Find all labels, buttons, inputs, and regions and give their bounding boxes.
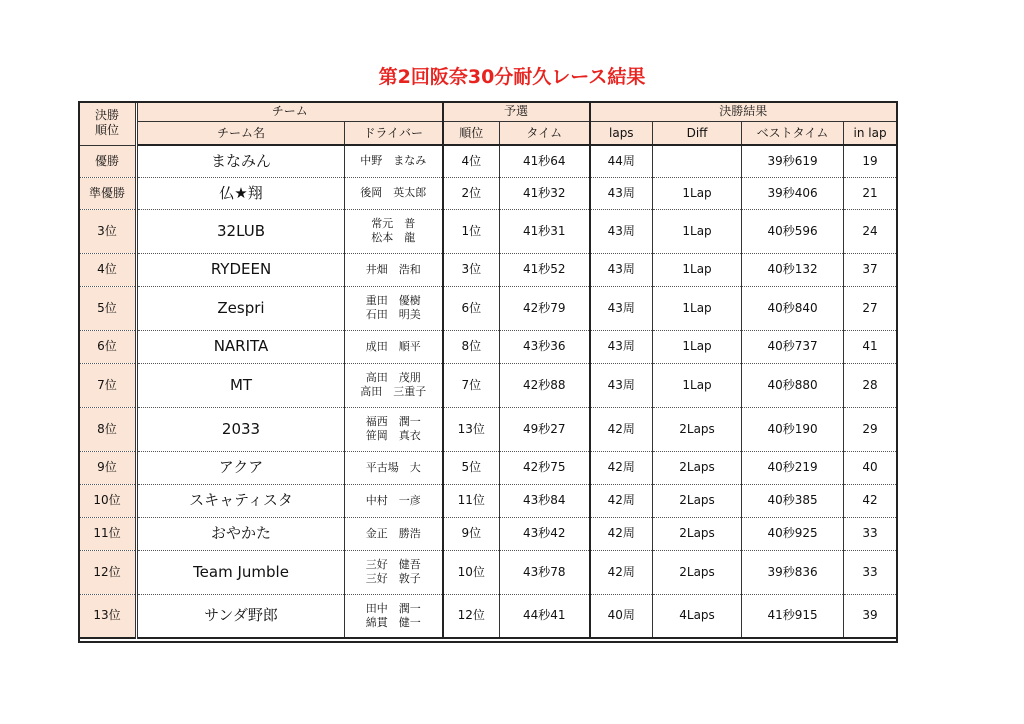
table-row bbox=[79, 209, 897, 253]
driver-cell: 成田 順平 bbox=[345, 330, 443, 363]
qual-rank-cell: 4位 bbox=[443, 145, 500, 177]
qual-time-cell: 41秒32 bbox=[500, 177, 590, 209]
rank-cell: 5位 bbox=[79, 286, 137, 330]
laps-cell: 43周 bbox=[590, 177, 653, 209]
table-row bbox=[79, 253, 897, 286]
laps-cell: 42周 bbox=[590, 407, 653, 451]
team-name-cell: 仏★翔 bbox=[137, 177, 345, 209]
header-rank: 決勝順位 bbox=[79, 101, 137, 145]
driver-cell: 中村 一彦 bbox=[345, 484, 443, 517]
laps-cell: 42周 bbox=[590, 550, 653, 594]
best-time-cell: 40秒840 bbox=[742, 286, 844, 330]
qual-time-cell: 42秒75 bbox=[500, 451, 590, 484]
header-in-lap: in lap bbox=[844, 122, 897, 146]
in-lap-cell: 19 bbox=[844, 145, 897, 177]
header-qual-time: タイム bbox=[500, 122, 590, 146]
table-row bbox=[79, 451, 897, 484]
in-lap-cell: 28 bbox=[844, 363, 897, 407]
team-name-cell: スキャティスタ bbox=[137, 484, 345, 517]
qual-rank-cell: 7位 bbox=[443, 363, 500, 407]
diff-cell: 1Lap bbox=[653, 253, 742, 286]
in-lap-cell: 29 bbox=[844, 407, 897, 451]
diff-cell: 1Lap bbox=[653, 177, 742, 209]
in-lap-cell: 41 bbox=[844, 330, 897, 363]
in-lap-cell: 21 bbox=[844, 177, 897, 209]
qual-rank-cell: 12位 bbox=[443, 594, 500, 638]
header-team-group: チーム bbox=[137, 101, 443, 122]
laps-cell: 43周 bbox=[590, 253, 653, 286]
laps-cell: 42周 bbox=[590, 517, 653, 550]
team-name-cell: まなみん bbox=[137, 145, 345, 177]
header-final-group: 決勝結果 bbox=[590, 101, 897, 122]
rank-cell: 準優勝 bbox=[79, 177, 137, 209]
best-time-cell: 39秒619 bbox=[742, 145, 844, 177]
driver-cell: 井畑 浩和 bbox=[345, 253, 443, 286]
in-lap-cell: 40 bbox=[844, 451, 897, 484]
diff-cell: 2Laps bbox=[653, 484, 742, 517]
qual-time-cell: 49秒27 bbox=[500, 407, 590, 451]
team-name-cell: Zespri bbox=[137, 286, 345, 330]
team-name-cell: RYDEEN bbox=[137, 253, 345, 286]
table-row bbox=[79, 363, 897, 407]
laps-cell: 43周 bbox=[590, 363, 653, 407]
best-time-cell: 40秒385 bbox=[742, 484, 844, 517]
qual-rank-cell: 6位 bbox=[443, 286, 500, 330]
best-time-cell: 40秒132 bbox=[742, 253, 844, 286]
table-row bbox=[79, 330, 897, 363]
in-lap-cell: 27 bbox=[844, 286, 897, 330]
table-row bbox=[79, 594, 897, 638]
diff-cell: 1Lap bbox=[653, 209, 742, 253]
driver-cell: 三好 健吾 三好 敦子 bbox=[345, 550, 443, 594]
qual-time-cell: 43秒84 bbox=[500, 484, 590, 517]
qual-time-cell: 42秒88 bbox=[500, 363, 590, 407]
laps-cell: 42周 bbox=[590, 451, 653, 484]
table-row bbox=[79, 177, 897, 209]
driver-cell: 後岡 英太郎 bbox=[345, 177, 443, 209]
header-qual-rank: 順位 bbox=[443, 122, 500, 146]
team-name-cell: NARITA bbox=[137, 330, 345, 363]
rank-cell: 6位 bbox=[79, 330, 137, 363]
diff-cell: 2Laps bbox=[653, 550, 742, 594]
header-best-time: ベストタイム bbox=[742, 122, 844, 146]
laps-cell: 42周 bbox=[590, 484, 653, 517]
team-name-cell: 2033 bbox=[137, 407, 345, 451]
qual-rank-cell: 10位 bbox=[443, 550, 500, 594]
best-time-cell: 39秒406 bbox=[742, 177, 844, 209]
best-time-cell: 40秒596 bbox=[742, 209, 844, 253]
header-driver: ドライバー bbox=[345, 122, 443, 146]
qual-rank-cell: 11位 bbox=[443, 484, 500, 517]
table-row bbox=[79, 145, 897, 177]
diff-cell: 1Lap bbox=[653, 330, 742, 363]
table-row bbox=[79, 286, 897, 330]
laps-cell: 43周 bbox=[590, 286, 653, 330]
header-team-name: チーム名 bbox=[137, 122, 345, 146]
qual-rank-cell: 8位 bbox=[443, 330, 500, 363]
best-time-cell: 40秒190 bbox=[742, 407, 844, 451]
driver-cell: 平古場 大 bbox=[345, 451, 443, 484]
diff-cell: 2Laps bbox=[653, 407, 742, 451]
team-name-cell: サンダ野郎 bbox=[137, 594, 345, 638]
diff-cell: 2Laps bbox=[653, 451, 742, 484]
team-name-cell: おやかた bbox=[137, 517, 345, 550]
in-lap-cell: 33 bbox=[844, 550, 897, 594]
qual-rank-cell: 13位 bbox=[443, 407, 500, 451]
qual-time-cell: 41秒31 bbox=[500, 209, 590, 253]
rank-cell: 10位 bbox=[79, 484, 137, 517]
results-table bbox=[78, 101, 897, 639]
best-time-cell: 40秒737 bbox=[742, 330, 844, 363]
laps-cell: 43周 bbox=[590, 209, 653, 253]
header-diff: Diff bbox=[653, 122, 742, 146]
table-row bbox=[79, 484, 897, 517]
rank-cell: 13位 bbox=[79, 594, 137, 638]
in-lap-cell: 33 bbox=[844, 517, 897, 550]
best-time-cell: 40秒219 bbox=[742, 451, 844, 484]
driver-cell: 高田 茂朋 高田 三重子 bbox=[345, 363, 443, 407]
team-name-cell: アクア bbox=[137, 451, 345, 484]
table-row bbox=[79, 407, 897, 451]
team-name-cell: MT bbox=[137, 363, 345, 407]
driver-cell: 福西 潤一 笹岡 真衣 bbox=[345, 407, 443, 451]
rank-cell: 8位 bbox=[79, 407, 137, 451]
diff-cell bbox=[653, 145, 742, 177]
best-time-cell: 39秒836 bbox=[742, 550, 844, 594]
page-title: 第2回阪奈30分耐久レース結果 bbox=[378, 66, 646, 88]
qual-time-cell: 42秒79 bbox=[500, 286, 590, 330]
best-time-cell: 40秒880 bbox=[742, 363, 844, 407]
qual-time-cell: 41秒52 bbox=[500, 253, 590, 286]
qual-rank-cell: 1位 bbox=[443, 209, 500, 253]
in-lap-cell: 24 bbox=[844, 209, 897, 253]
driver-cell: 重田 優樹 石田 明美 bbox=[345, 286, 443, 330]
qual-rank-cell: 5位 bbox=[443, 451, 500, 484]
table-row bbox=[79, 517, 897, 550]
rank-cell: 9位 bbox=[79, 451, 137, 484]
qual-time-cell: 43秒78 bbox=[500, 550, 590, 594]
rank-cell: 3位 bbox=[79, 209, 137, 253]
table-row bbox=[79, 550, 897, 594]
rank-cell: 優勝 bbox=[79, 145, 137, 177]
laps-cell: 44周 bbox=[590, 145, 653, 177]
diff-cell: 1Lap bbox=[653, 363, 742, 407]
in-lap-cell: 37 bbox=[844, 253, 897, 286]
laps-cell: 43周 bbox=[590, 330, 653, 363]
qual-rank-cell: 9位 bbox=[443, 517, 500, 550]
header-laps: laps bbox=[590, 122, 653, 146]
rank-cell: 12位 bbox=[79, 550, 137, 594]
rank-cell: 11位 bbox=[79, 517, 137, 550]
rank-cell: 7位 bbox=[79, 363, 137, 407]
team-name-cell: Team Jumble bbox=[137, 550, 345, 594]
diff-cell: 2Laps bbox=[653, 517, 742, 550]
diff-cell: 4Laps bbox=[653, 594, 742, 638]
qual-rank-cell: 2位 bbox=[443, 177, 500, 209]
driver-cell: 中野 まなみ bbox=[345, 145, 443, 177]
rank-cell: 4位 bbox=[79, 253, 137, 286]
in-lap-cell: 42 bbox=[844, 484, 897, 517]
team-name-cell: 32LUB bbox=[137, 209, 345, 253]
laps-cell: 40周 bbox=[590, 594, 653, 638]
in-lap-cell: 39 bbox=[844, 594, 897, 638]
driver-cell: 田中 潤一 綿貫 健一 bbox=[345, 594, 443, 638]
header-qual-group: 予選 bbox=[443, 101, 590, 122]
qual-time-cell: 43秒42 bbox=[500, 517, 590, 550]
diff-cell: 1Lap bbox=[653, 286, 742, 330]
driver-cell: 常元 普 松本 龍 bbox=[345, 209, 443, 253]
qual-rank-cell: 3位 bbox=[443, 253, 500, 286]
driver-cell: 金正 勝浩 bbox=[345, 517, 443, 550]
qual-time-cell: 44秒41 bbox=[500, 594, 590, 638]
best-time-cell: 41秒915 bbox=[742, 594, 844, 638]
qual-time-cell: 43秒36 bbox=[500, 330, 590, 363]
qual-time-cell: 41秒64 bbox=[500, 145, 590, 177]
best-time-cell: 40秒925 bbox=[742, 517, 844, 550]
